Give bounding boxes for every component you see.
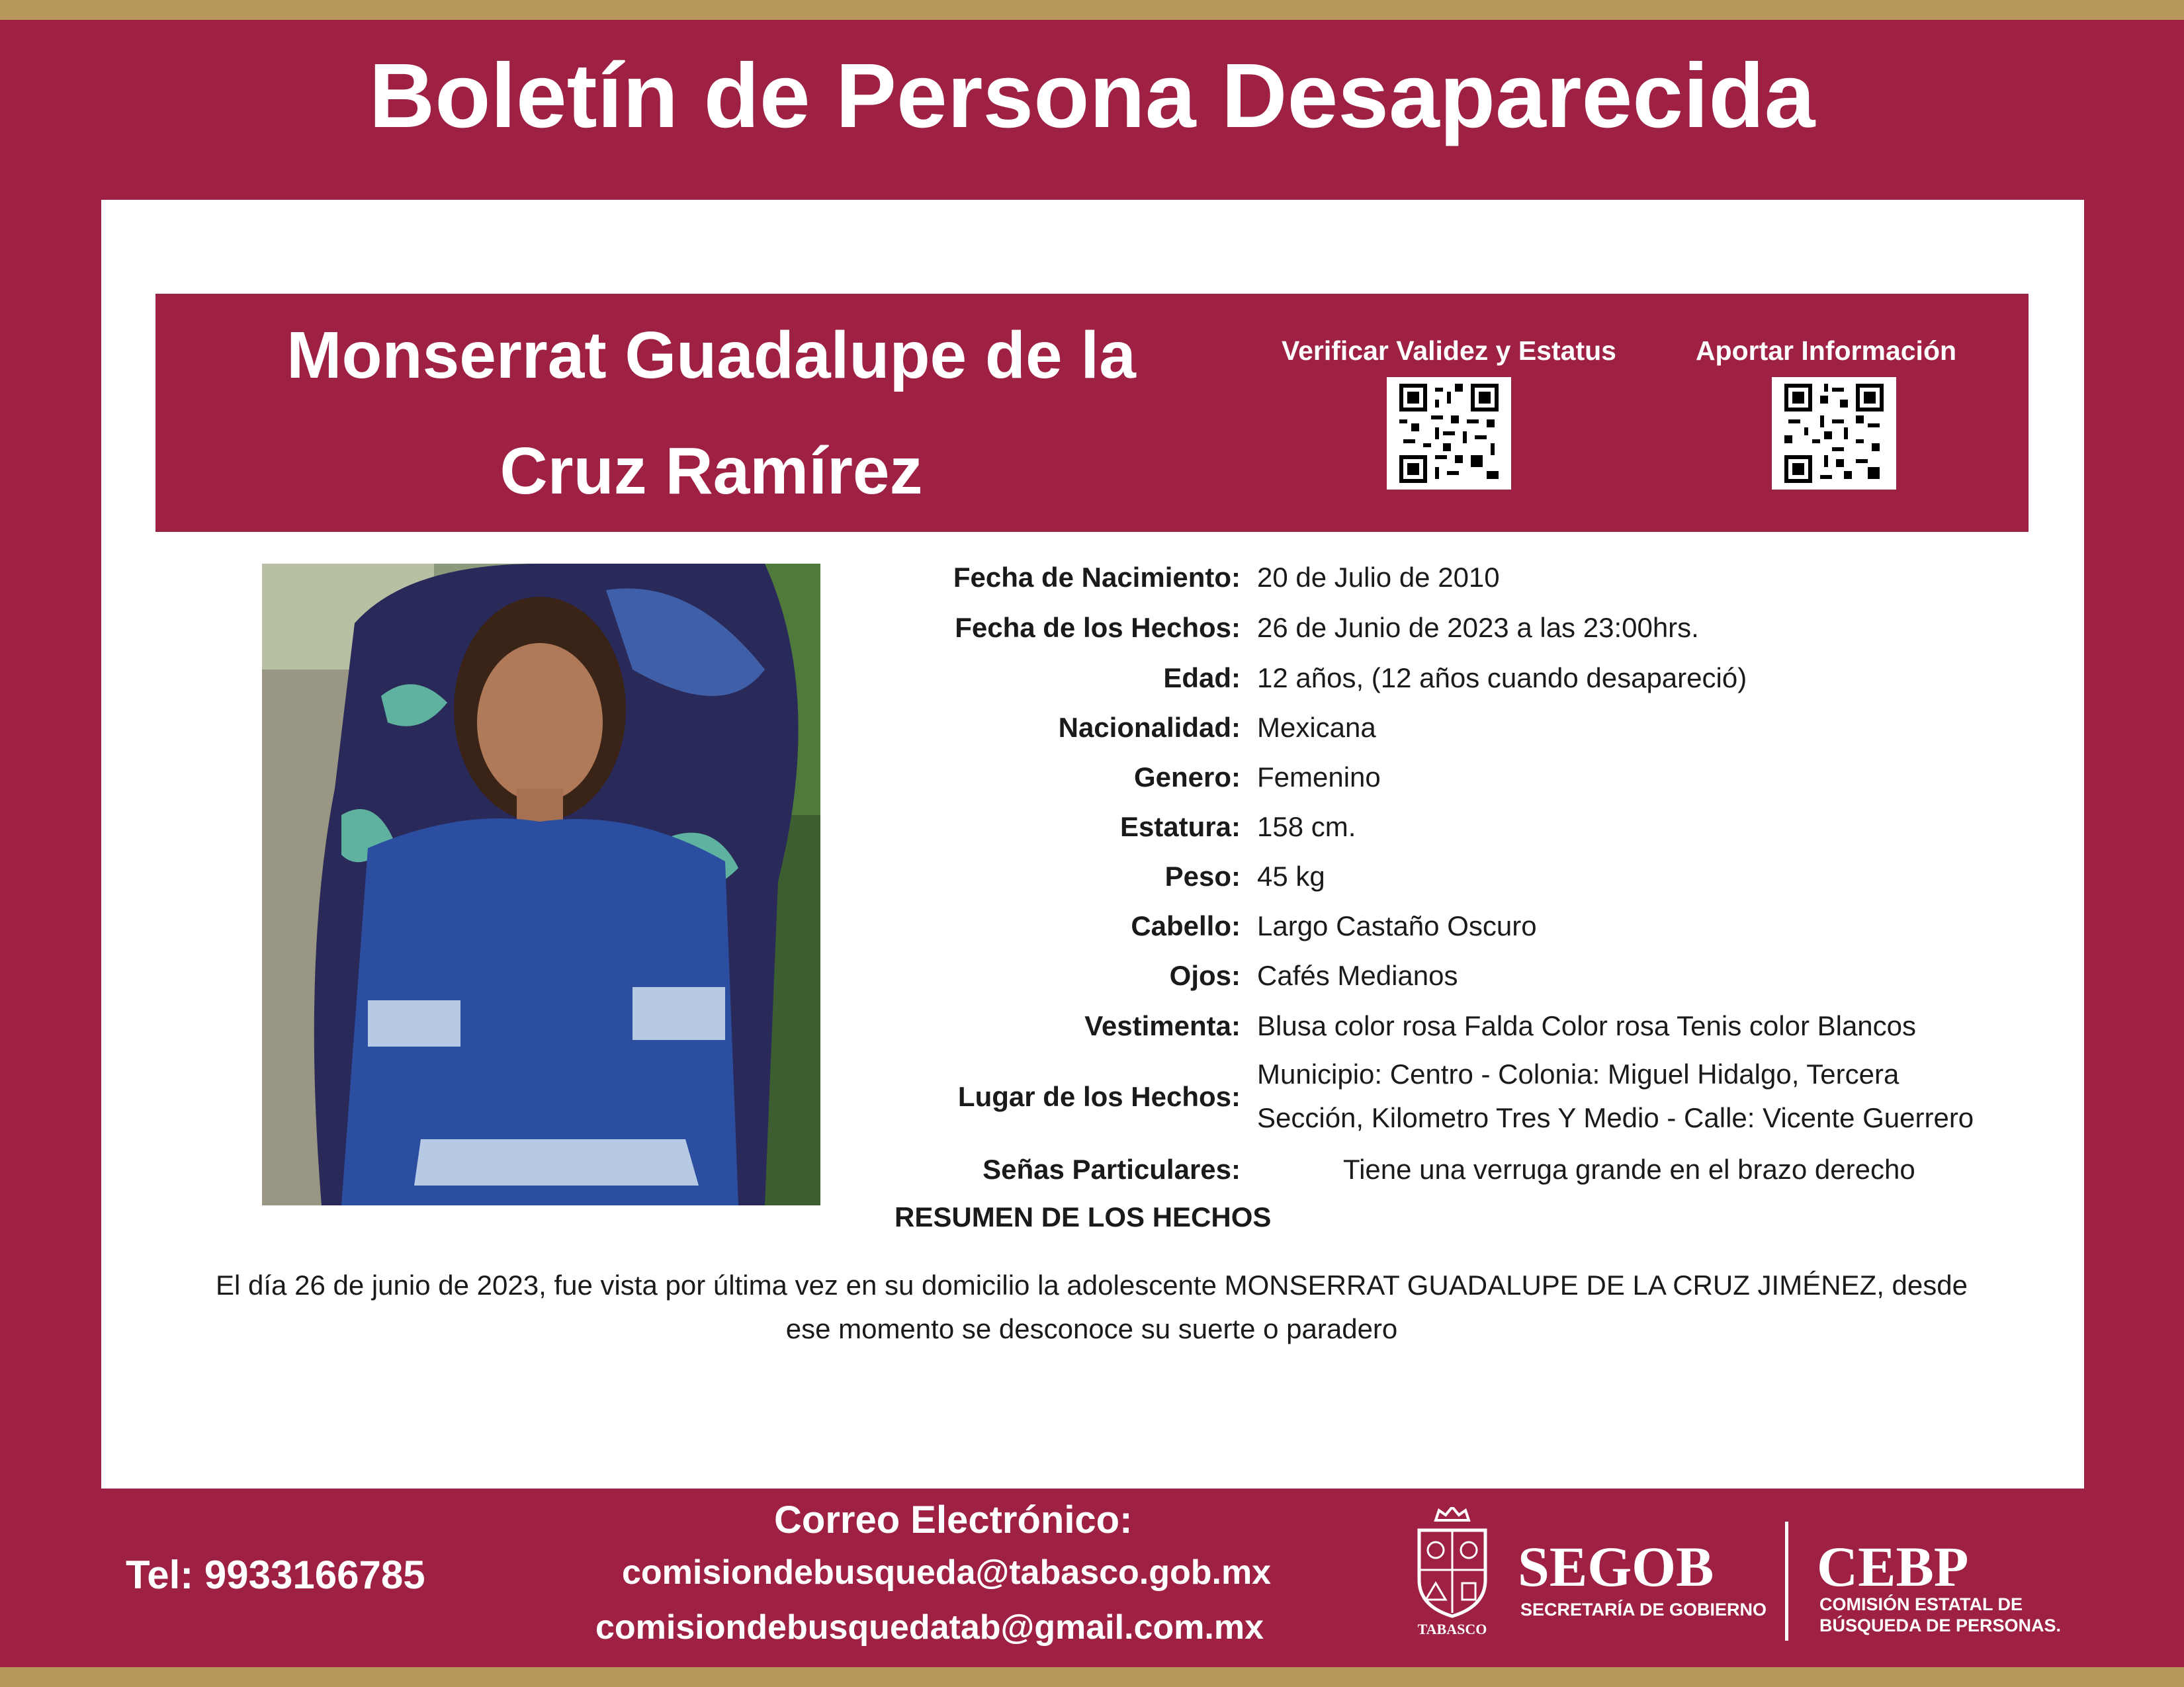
detail-row-birthdate (728, 554, 2051, 601)
top-gold-stripe (0, 0, 2184, 20)
logo-divider (1785, 1522, 1788, 1641)
detail-row-event-date (728, 605, 2051, 651)
detail-value: 12 años, (12 años cuando desapareció) (1257, 662, 1747, 693)
email-link-2[interactable]: comisiondebusquedatab@gmail.com.mx (595, 1608, 1264, 1647)
detail-row-gender (728, 754, 2051, 800)
detail-value: 26 de Junio de 2023 a las 23:00hrs. (1257, 612, 1699, 643)
summary-line1: El día 26 de junio de 2023, fue vista por última vez en su domicilio la adolescente MONSERRAT GUADALUPE DE LA CRUZ JIMÉNEZ, desde (216, 1270, 1968, 1301)
detail-row-hair (728, 903, 2051, 949)
phone-number[interactable]: Tel: 9933166785 (126, 1553, 425, 1597)
tabasco-crest (1409, 1507, 1495, 1639)
qr-code-icon (1399, 384, 1499, 483)
detail-row-eyes (728, 953, 2051, 999)
verify-qr-code[interactable] (1387, 377, 1511, 490)
detail-value: Femenino (1257, 761, 1381, 793)
cebp-logo-text: CEBP (1817, 1535, 1969, 1598)
email-title: Correo Electrónico: (774, 1498, 1133, 1541)
detail-label: Fecha de los Hechos: (955, 612, 1241, 643)
summary-text (165, 1264, 2018, 1351)
detail-label: Fecha de Nacimiento: (953, 562, 1241, 593)
cebp-subtitle-line2: BÚSQUEDA DE PERSONAS. (1819, 1616, 2062, 1635)
detail-label: Señas Particulares: (983, 1154, 1241, 1185)
detail-value (1257, 1053, 2051, 1140)
detail-label: Peso: (1164, 861, 1241, 892)
segob-logo-text: SEGOB (1518, 1535, 1714, 1598)
email-link-1[interactable]: comisiondebusqueda@tabasco.gob.mx (622, 1553, 1272, 1592)
detail-value: 45 kg (1257, 861, 1325, 892)
contribute-info-label: Aportar Información (1695, 335, 1957, 366)
bulletin-title: Boletín de Persona Desaparecida (369, 45, 1815, 147)
summary-line2: ese momento se desconoce su suerte o paradero (785, 1313, 1398, 1344)
detail-value: Blusa color rosa Falda Color rosa Tenis color Blancos (1257, 1010, 1917, 1041)
detail-value: Mexicana (1257, 712, 1376, 743)
detail-label: Estatura: (1119, 811, 1241, 842)
detail-label: Nacionalidad: (1058, 712, 1241, 743)
person-name-line2: Cruz Ramírez (500, 434, 923, 508)
coat-of-arms-icon (1409, 1507, 1495, 1620)
bottom-gold-stripe (0, 1667, 2184, 1687)
contribute-qr-code[interactable] (1772, 377, 1896, 490)
detail-value: Tiene una verruga grande en el brazo derecho (1343, 1154, 1915, 1185)
detail-value: 158 cm. (1257, 811, 1356, 842)
summary-title: RESUMEN DE LOS HECHOS (895, 1201, 1272, 1233)
detail-value: Largo Castaño Oscuro (1257, 910, 1537, 941)
qr-code-icon (1784, 384, 1884, 483)
detail-label: Vestimenta: (1084, 1010, 1241, 1041)
verify-status-label: Verificar Validez y Estatus (1282, 335, 1616, 366)
detail-label: Lugar de los Hechos: (957, 1081, 1241, 1112)
person-name-line1: Monserrat Guadalupe de la (286, 318, 1136, 392)
detail-row-height (728, 804, 2051, 850)
detail-row-marks (728, 1146, 2051, 1193)
detail-label: Ojos: (1169, 960, 1241, 991)
detail-row-age (728, 655, 2051, 701)
tabasco-label: TABASCO (1417, 1621, 1487, 1637)
location-line2: Sección, Kilometro Tres Y Medio - Calle: Vicente Guerrero (1257, 1102, 1974, 1133)
person-name (198, 298, 1224, 529)
location-line1: Municipio: Centro - Colonia: Miguel Hidalgo, Tercera (1257, 1059, 1900, 1090)
detail-row-clothing (728, 1003, 2051, 1049)
detail-value: 20 de Julio de 2010 (1257, 562, 1500, 593)
detail-label: Cabello: (1131, 910, 1241, 941)
segob-subtitle: SECRETARÍA DE GOBIERNO (1520, 1600, 1767, 1620)
detail-row-location (728, 1053, 2051, 1142)
cebp-subtitle-line1: COMISIÓN ESTATAL DE (1819, 1594, 2023, 1614)
detail-row-weight (728, 853, 2051, 900)
detail-label: Edad: (1163, 662, 1241, 693)
detail-row-nationality (728, 705, 2051, 751)
detail-label: Genero: (1133, 761, 1241, 793)
detail-value: Cafés Medianos (1257, 960, 1458, 991)
